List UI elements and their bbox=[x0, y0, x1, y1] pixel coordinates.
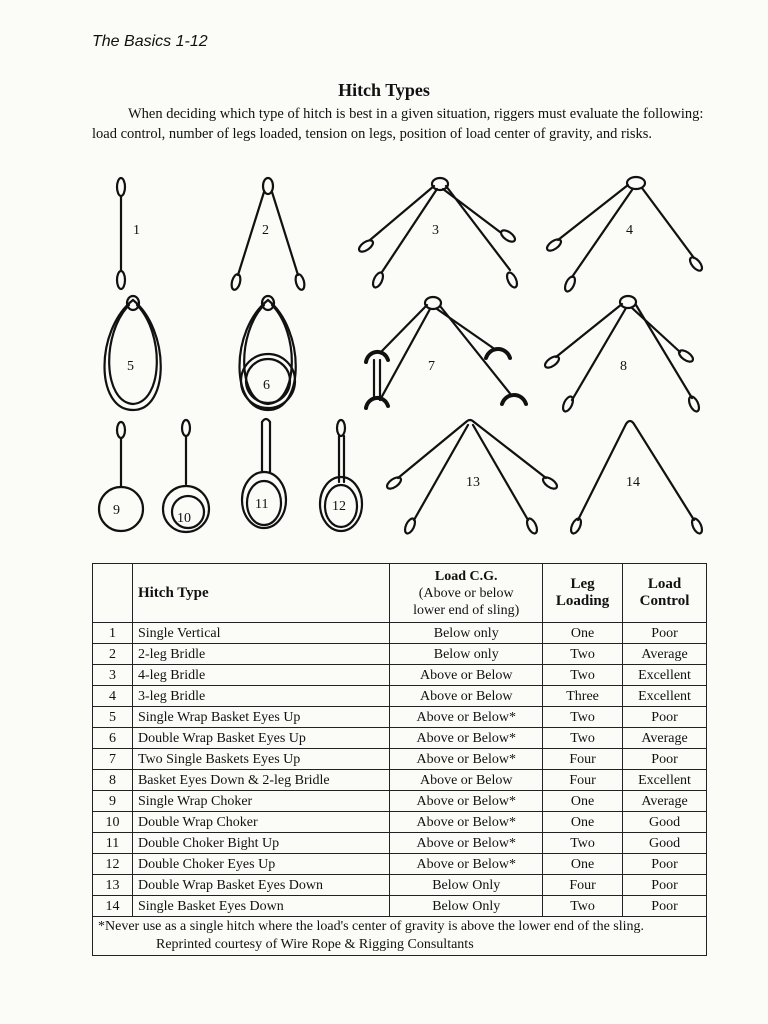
figure-label: 2 bbox=[262, 223, 269, 238]
row-hitch-type: Two Single Baskets Eyes Up bbox=[132, 749, 389, 770]
row-load-cg: Below only bbox=[390, 644, 543, 665]
header-cg-line3: lower end of sling) bbox=[413, 602, 520, 618]
table-footnote-row bbox=[93, 917, 707, 956]
table-row bbox=[93, 812, 707, 833]
row-number: 13 bbox=[93, 875, 133, 896]
row-number: 7 bbox=[93, 749, 133, 770]
row-load-control: Average bbox=[623, 644, 707, 665]
figure-label: 1 bbox=[133, 223, 140, 238]
table-row bbox=[93, 854, 707, 875]
header-number bbox=[93, 564, 133, 623]
row-hitch-type: Double Wrap Basket Eyes Down bbox=[132, 875, 389, 896]
header-hitch-type: Hitch Type bbox=[132, 564, 389, 623]
row-number: 8 bbox=[93, 770, 133, 791]
row-load-control: Good bbox=[623, 833, 707, 854]
row-hitch-type: 2-leg Bridle bbox=[132, 644, 389, 665]
table-row bbox=[93, 623, 707, 644]
row-number: 4 bbox=[93, 686, 133, 707]
row-load-control: Excellent bbox=[623, 665, 707, 686]
figure-label: 6 bbox=[263, 378, 270, 393]
row-load-cg: Above or Below* bbox=[390, 854, 543, 875]
row-leg-loading: One bbox=[543, 623, 623, 644]
credit-text: Reprinted courtesy of Wire Rope & Rigging Consultants bbox=[156, 937, 474, 952]
table-header-row bbox=[93, 564, 707, 623]
row-load-control: Poor bbox=[623, 707, 707, 728]
hitch-figure-8 bbox=[543, 296, 701, 413]
figure-label: 7 bbox=[428, 359, 435, 374]
row-leg-loading: Two bbox=[543, 665, 623, 686]
row-number: 9 bbox=[93, 791, 133, 812]
figure-label: 5 bbox=[127, 359, 134, 374]
figure-label: 11 bbox=[255, 497, 269, 512]
page-header: The Basics 1-12 bbox=[92, 33, 208, 50]
row-load-control: Poor bbox=[623, 875, 707, 896]
row-leg-loading: One bbox=[543, 791, 623, 812]
row-leg-loading: One bbox=[543, 812, 623, 833]
header-load-control bbox=[623, 564, 707, 623]
figure-label: 12 bbox=[332, 499, 346, 514]
row-leg-loading: Two bbox=[543, 896, 623, 917]
hitch-figure-13 bbox=[385, 420, 559, 535]
hitch-figure-14 bbox=[569, 421, 704, 535]
row-leg-loading: One bbox=[543, 854, 623, 875]
row-load-cg: Above or Below* bbox=[390, 728, 543, 749]
row-hitch-type: Double Choker Eyes Up bbox=[132, 854, 389, 875]
table-row bbox=[93, 896, 707, 917]
row-hitch-type: 4-leg Bridle bbox=[132, 665, 389, 686]
row-number: 1 bbox=[93, 623, 133, 644]
hitch-types-table bbox=[92, 563, 707, 956]
page-title: Hitch Types bbox=[338, 80, 430, 100]
table-row bbox=[93, 791, 707, 812]
row-load-cg: Above or Below bbox=[390, 770, 543, 791]
row-hitch-type: Single Basket Eyes Down bbox=[132, 896, 389, 917]
hitch-figure-1 bbox=[117, 178, 140, 289]
row-hitch-type: 3-leg Bridle bbox=[132, 686, 389, 707]
row-leg-loading: Two bbox=[543, 644, 623, 665]
row-load-control: Excellent bbox=[623, 770, 707, 791]
figure-label: 4 bbox=[626, 223, 633, 238]
row-leg-loading: Two bbox=[543, 707, 623, 728]
row-load-cg: Above or Below* bbox=[390, 707, 543, 728]
row-leg-loading: Four bbox=[543, 749, 623, 770]
header-control-line1: Load bbox=[647, 576, 682, 592]
row-load-cg: Above or Below bbox=[390, 665, 543, 686]
figure-label: 8 bbox=[620, 359, 627, 374]
hitch-figure-12 bbox=[320, 420, 362, 531]
header-cg-line1: Load C.G. bbox=[434, 568, 498, 584]
row-hitch-type: Double Wrap Basket Eyes Up bbox=[132, 728, 389, 749]
table-row bbox=[93, 686, 707, 707]
row-number: 11 bbox=[93, 833, 133, 854]
table-row bbox=[93, 770, 707, 791]
row-load-cg: Above or Below* bbox=[390, 812, 543, 833]
row-load-control: Poor bbox=[623, 896, 707, 917]
table-row bbox=[93, 833, 707, 854]
figure-label: 9 bbox=[113, 503, 120, 518]
row-load-cg: Below Only bbox=[390, 896, 543, 917]
row-number: 14 bbox=[93, 896, 133, 917]
header-control-line2: Control bbox=[639, 593, 690, 609]
figure-label: 13 bbox=[466, 475, 480, 490]
table-row bbox=[93, 665, 707, 686]
row-leg-loading: Two bbox=[543, 728, 623, 749]
table-row bbox=[93, 644, 707, 665]
row-leg-loading: Four bbox=[543, 770, 623, 791]
hitch-figure-5 bbox=[105, 296, 161, 410]
table-row bbox=[93, 749, 707, 770]
table-row bbox=[93, 875, 707, 896]
row-load-control: Poor bbox=[623, 749, 707, 770]
intro-text: When deciding which type of hitch is best in a given situation, riggers must evaluate the following: load control, number of legs loaded, tension on legs, position of load center of gravity, and risks. bbox=[92, 106, 704, 142]
header-cg-line2: (Above or below bbox=[418, 585, 514, 601]
row-load-control: Average bbox=[623, 728, 707, 749]
row-load-cg: Above or Below bbox=[390, 686, 543, 707]
row-leg-loading: Four bbox=[543, 875, 623, 896]
footnote-text: *Never use as a single hitch where the load's center of gravity is above the lower end of the sling. bbox=[98, 919, 645, 934]
row-leg-loading: Two bbox=[543, 833, 623, 854]
header-leg-loading bbox=[543, 564, 623, 623]
table-row bbox=[93, 707, 707, 728]
row-leg-loading: Three bbox=[543, 686, 623, 707]
row-number: 3 bbox=[93, 665, 133, 686]
row-load-cg: Above or Below* bbox=[390, 833, 543, 854]
hitch-figure-9 bbox=[99, 422, 143, 531]
figure-label: 3 bbox=[432, 223, 439, 238]
row-number: 2 bbox=[93, 644, 133, 665]
hitch-figure-10 bbox=[163, 420, 209, 532]
hitch-figure-3 bbox=[357, 178, 519, 289]
row-load-control: Poor bbox=[623, 623, 707, 644]
hitch-figure-4 bbox=[545, 177, 704, 293]
row-hitch-type: Double Choker Bight Up bbox=[132, 833, 389, 854]
header-load-cg bbox=[390, 564, 543, 623]
row-hitch-type: Single Wrap Basket Eyes Up bbox=[132, 707, 389, 728]
figure-label: 14 bbox=[626, 475, 640, 490]
row-load-cg: Above or Below* bbox=[390, 791, 543, 812]
row-number: 5 bbox=[93, 707, 133, 728]
row-load-control: Average bbox=[623, 791, 707, 812]
row-load-cg: Below only bbox=[390, 623, 543, 644]
row-hitch-type: Double Wrap Choker bbox=[132, 812, 389, 833]
hitch-figure-2 bbox=[230, 178, 306, 291]
row-number: 6 bbox=[93, 728, 133, 749]
row-load-control: Good bbox=[623, 812, 707, 833]
hitch-figure-11 bbox=[242, 419, 286, 528]
row-load-cg: Above or Below* bbox=[390, 749, 543, 770]
row-hitch-type: Basket Eyes Down & 2-leg Bridle bbox=[132, 770, 389, 791]
row-load-cg: Below Only bbox=[390, 875, 543, 896]
header-legs-line2: Loading bbox=[555, 593, 610, 609]
row-load-control: Excellent bbox=[623, 686, 707, 707]
row-number: 10 bbox=[93, 812, 133, 833]
hitch-figure-7 bbox=[366, 297, 526, 408]
row-number: 12 bbox=[93, 854, 133, 875]
table-row bbox=[93, 728, 707, 749]
figure-label: 10 bbox=[177, 511, 191, 526]
table-footnote bbox=[93, 917, 707, 956]
row-hitch-type: Single Wrap Choker bbox=[132, 791, 389, 812]
hitch-figure-6 bbox=[240, 296, 296, 410]
row-hitch-type: Single Vertical bbox=[132, 623, 389, 644]
row-load-control: Poor bbox=[623, 854, 707, 875]
header-legs-line1: Leg bbox=[570, 576, 595, 592]
